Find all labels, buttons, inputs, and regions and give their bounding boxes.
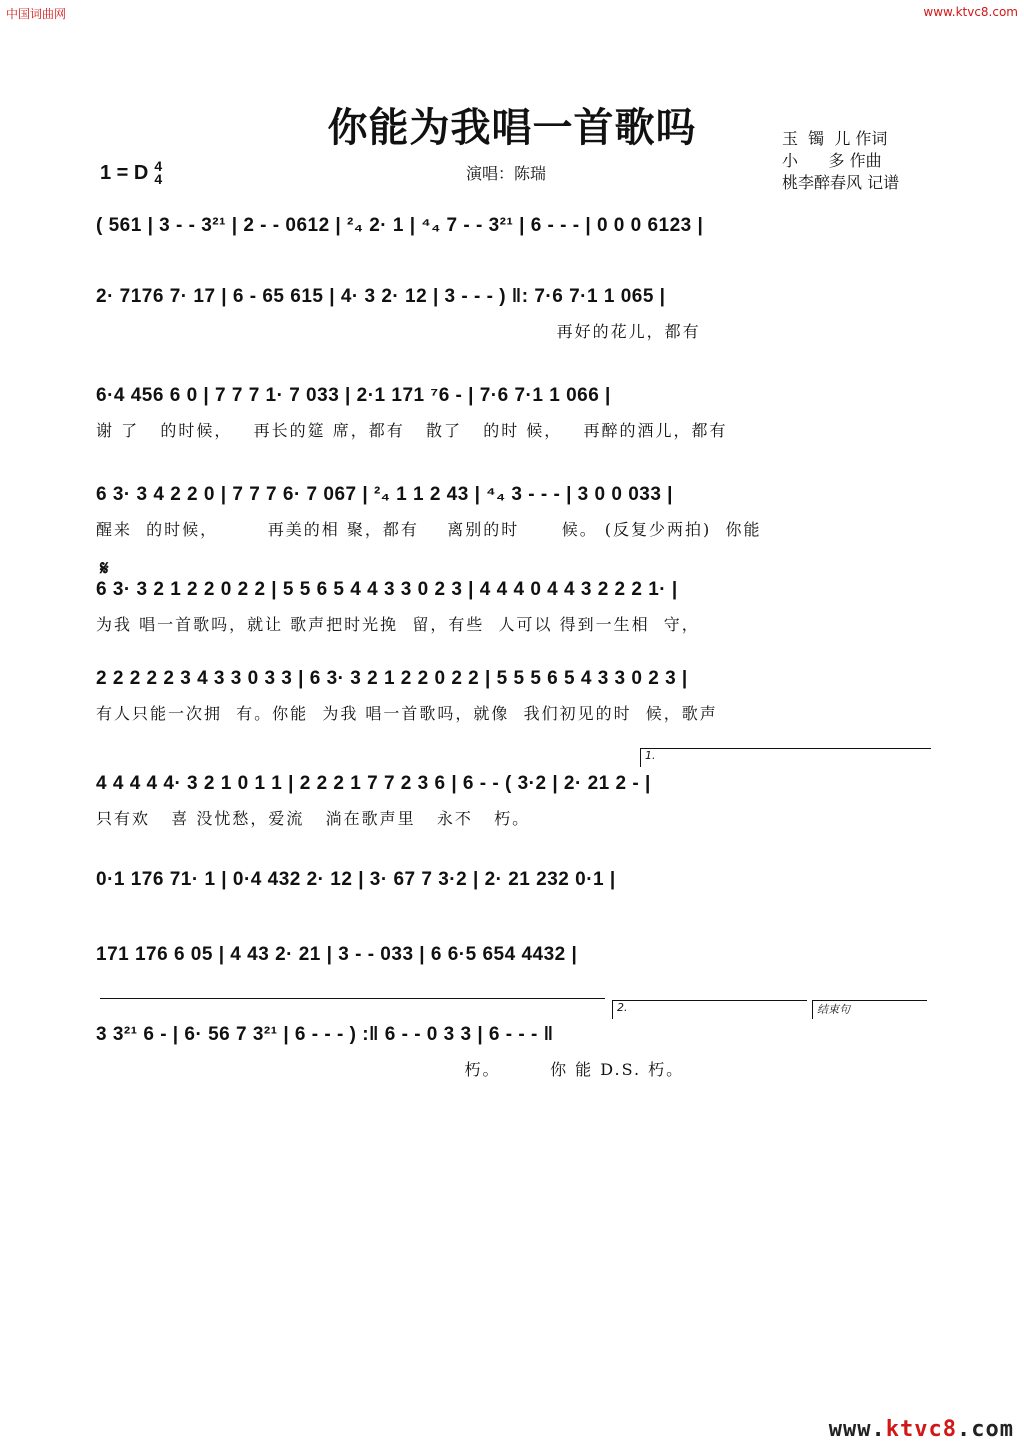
lyric-line: 再好的花儿，都有 xyxy=(96,322,701,341)
volta-2-label: 2. xyxy=(617,1001,628,1014)
score-line xyxy=(96,665,936,725)
time-top: 4 xyxy=(154,158,163,174)
score-line xyxy=(96,481,936,541)
lyric-line: 有人只能一次拥 有。你能 为我 唱一首歌吗，就像 我们初见的时 候，歌声 xyxy=(96,704,718,723)
score-line xyxy=(96,283,936,343)
notation: 6 3· 3 2 1 2 2 0 2 2 | 5 5 6 5 4 4 3 3 0 2 3 | 4 4 4 0 4 4 3 2 2 2 1· | xyxy=(96,579,678,600)
volta-1-label: 1. xyxy=(645,749,656,762)
volta-1 xyxy=(640,748,931,767)
watermark-part: ktvc8 xyxy=(885,1417,958,1442)
song-title: 你能为我唱一首歌吗 xyxy=(327,104,697,151)
ending-bracket xyxy=(812,1000,927,1019)
watermark-part: .com xyxy=(957,1417,1014,1442)
notation: 3 3²¹ 6 - | 6· 56 7 3²¹ | 6 - - - ) :‖ 6 - - 0 3 3 | 6 - - - ‖ xyxy=(96,1024,554,1045)
credits xyxy=(782,128,899,194)
notation: 6·4 456 6 0 | 7 7 7 1· 7 033 | 2·1 171 ⁷6 - | 7·6 7·1 1 066 | xyxy=(96,385,611,406)
notation: 0·1 176 71· 1 | 0·4 432 2· 12 | 3· 67 7 3·2 | 2· 21 232 0·1 | xyxy=(96,869,616,890)
notation: 171 176 6 05 | 4 43 2· 21 | 3 - - 033 | 6 6·5 654 4432 | xyxy=(96,944,578,965)
lyric-line: 谢 了 的时候， 再长的筵 席，都有 散了 的时 候， 再醉的酒儿，都有 xyxy=(96,421,728,440)
lyric-line: 只有欢 喜 没忧愁，爱流 淌在歌声里 永不 朽。 xyxy=(96,809,531,828)
score-line xyxy=(96,941,936,1001)
key-signature xyxy=(100,160,162,186)
score-line xyxy=(96,866,936,926)
time-signature xyxy=(154,160,162,186)
score-line xyxy=(96,212,936,272)
composer-credit: 小 多 作曲 xyxy=(782,151,882,170)
watermark-logo xyxy=(829,1417,1014,1442)
ending-label: 结束句 xyxy=(817,1003,850,1016)
score-line xyxy=(96,382,936,442)
volta-2 xyxy=(612,1000,807,1019)
score-line xyxy=(96,770,936,830)
site-name-link[interactable]: 中国词曲网 xyxy=(6,7,67,21)
key-label: 1 = D xyxy=(100,161,149,184)
notation: ( 561 | 3 - - 3²¹ | 2 - - 0612 | ²₄ 2· 1 | ⁴₄ 7 - - 3²¹ | 6 - - - | 0 0 0 6123 | xyxy=(96,215,704,236)
volta-1-continuation xyxy=(100,998,605,999)
lyricist-credit: 玉 镯 儿 作词 xyxy=(782,129,888,148)
singer-credit: 演唱：陈瑞 xyxy=(466,164,547,183)
site-url-link[interactable]: www.ktvc8.com xyxy=(923,5,1018,19)
notation: 6 3· 3 4 2 2 0 | 7 7 7 6· 7 067 | ²₄ 1 1 2 43 | ⁴₄ 3 - - - | 3 0 0 033 | xyxy=(96,484,673,505)
score-line xyxy=(96,1021,936,1081)
notation: 2 2 2 2 2 3 4 3 3 0 3 3 | 6 3· 3 2 1 2 2 0 2 2 | 5 5 5 6 5 4 3 3 0 2 3 | xyxy=(96,668,688,689)
notation: 4 4 4 4 4· 3 2 1 0 1 1 | 2 2 2 1 7 7 2 3 6 | 6 - - ( 3·2 | 2· 21 2 - | xyxy=(96,773,651,794)
lyric-line: 醒来 的时候， 再美的相 聚，都有 离别的时 候。 (反复少两拍) 你能 xyxy=(96,520,762,539)
lyric-line: 朽。 你 能 D.S. 朽。 xyxy=(96,1060,685,1079)
time-bottom: 4 xyxy=(154,171,163,187)
transcriber-credit: 桃李醉春风 记谱 xyxy=(782,173,900,192)
notation: 2· 7176 7· 17 | 6 - 65 615 | 4· 3 2· 12 | 3 - - - ) ‖: 7·6 7·1 1 065 | xyxy=(96,286,666,307)
lyric-line: 为我 唱一首歌吗，就让 歌声把时光挽 留，有些 人可以 得到一生相 守， xyxy=(96,615,700,634)
watermark-part: www. xyxy=(828,1417,886,1442)
segno-sign: 𝄋 xyxy=(100,556,109,580)
score-line xyxy=(96,576,936,636)
